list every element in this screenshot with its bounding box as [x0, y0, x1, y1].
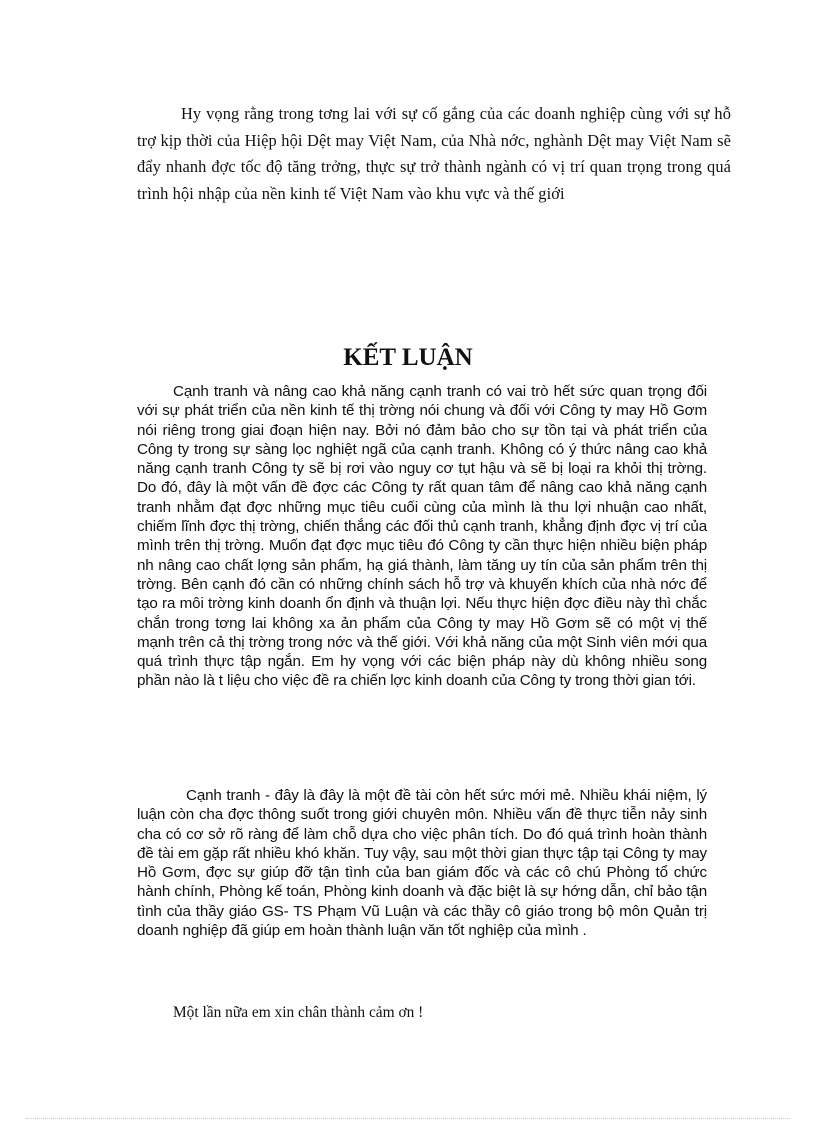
conclusion-paragraph-1: Cạnh tranh và nâng cao khả năng cạnh tranh có vai trò hết sức quan trọng đối với sự phát triển của nền kinh tế thị trờng nói chung và đối với Công ty may Hồ Gơm nói riêng trong giai đoạn hiện nay. Bởi nó đảm bảo cho sự tồn tại và phát triển của Công ty trong sự sàng lọc nghiệt ngã của cạnh tranh. Không có ý thức nâng cao khả năng cạnh tranh Công ty sẽ bị rơi vào nguy cơ tụt hậu và sẽ bị loại ra khỏi thị trờng. Do đó, đây là một vấn đề đợc các Công ty rất quan tâm để nâng cao khả năng cạnh tranh nhằm đạt đợc những mục tiêu cuối cùng của mình là thu lợi nhuận cao nhất, chiếm lĩnh đợc thị trờng, chiến thắng các đối thủ cạnh tranh, khẳng định đợc vị trí của mình trên thị trờng. Muốn đạt đợc mục tiêu đó Công ty cần thực hiện nhiều biện pháp nh nâng cao chất lợng sản phẩm, hạ giá thành, làm tăng uy tín của sản phẩm trên thị trờng. Bên cạnh đó cần có những chính sách hỗ trợ và khuyến khích của nhà nớc để tạo ra môi trờng kinh doanh ổn định và thuận lợi. Nếu thực hiện đợc điều này thì chắc chắn trong tơng lai không xa ản phẩm của Công ty may Hồ Gơm sẽ có một vị thế mạnh trên cả thị trờng trong nớc và thế giới. Với khả năng của một Sinh viên mới qua quá trình thực tập ngắn. Em hy vọng với các biện pháp này dù không nhiều song phần nào là t liệu cho việc đề ra chiến lợc kinh doanh của Công ty trong thời gian tới. — [137, 383, 707, 690]
conclusion-paragraph-2: Cạnh tranh - đây là đây là một đề tài còn hết sức mới mẻ. Nhiều khái niệm, lý luận còn cha đợc thông suốt trong giới chuyên môn. Nhiều vấn đề thực tiễn nảy sinh cha có cơ sở rõ ràng để làm chỗ dựa cho việc phân tích. Do đó quá trình hoàn thành đề tài em gặp rất nhiều khó khăn. Tuy vậy, sau một thời gian thực tập tại Công ty may Hồ Gơm, đợc sự giúp đỡ tận tình của ban giám đốc và các cô chú Phòng tổ chức hành chính, Phòng kế toán, Phòng kinh doanh và đặc biệt là sự hớng dẫn, chỉ bảo tận tình của thầy giáo GS- TS Phạm Vũ Luận và các thầy cô giáo trong bộ môn Quản trị doanh nghiệp đã giúp em hoàn thành luận văn tốt nghiệp của mình . — [137, 787, 707, 940]
page-title: KẾT LUẬN — [343, 344, 473, 371]
closing-line: Một lần nữa em xin chân thành cảm ơn ! — [173, 1004, 424, 1021]
page-bottom-divider — [26, 1118, 790, 1119]
intro-paragraph: Hy vọng rằng trong tơng lai với sự cố gắng của các doanh nghiệp cùng với sự hỗ trợ kịp thời của Hiệp hội Dệt may Việt Nam, của Nhà nớc, nghành Dệt may Việt Nam sẽ đẩy nhanh đợc tốc độ tăng trởng, thực sự trở thành ngành có vị trí quan trọng trong quá trình hội nhập của nền kinh tế Việt Nam vào khu vực và thế giới — [137, 104, 731, 204]
